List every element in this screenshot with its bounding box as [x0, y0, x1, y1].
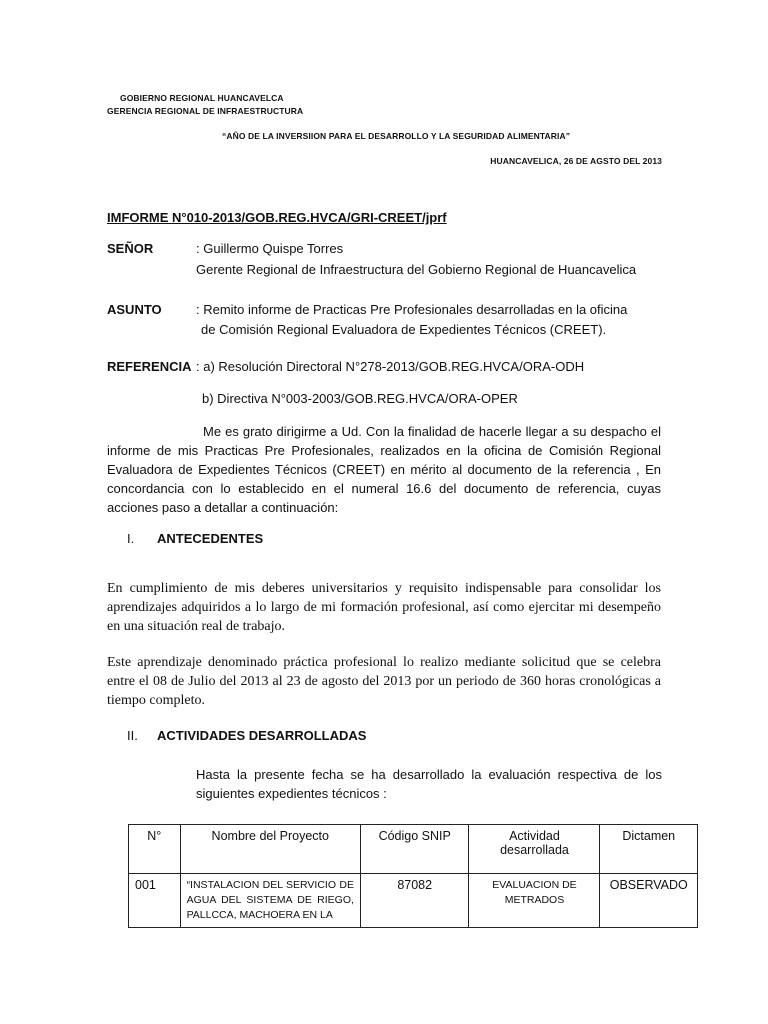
asunto-label: ASUNTO: [107, 302, 162, 317]
cell-dictamen: OBSERVADO: [600, 874, 698, 928]
senor-label: SEÑOR: [107, 241, 154, 256]
senor-name: : Guillermo Quispe Torres: [196, 241, 344, 256]
referencia-label: REFERENCIA: [107, 359, 192, 374]
section-1-number: I.: [127, 531, 135, 546]
asunto-line-2: de Comisión Regional Evaluadora de Expedientes Técnicos (CREET).: [201, 322, 607, 337]
intro-paragraph: Me es grato dirigirme a Ud. Con la finalidad de hacerle llegar a su despacho el informe de mis Practicas Pre Profesionales, realizados en la oficina de Comisión Regional Evaluadora de Expedientes Técnicos (CREET) en mérito al documento de la referencia , En concordancia con lo establecido en el numeral 16.6 del documento de referencia, cuyas acciones paso a detallar a continuación:: [107, 424, 661, 515]
header-number: N°: [129, 825, 181, 874]
antecedentes-paragraph-2: Este aprendizaje denominado práctica profesional lo realizo mediante solicitud que se celebra entre el 08 de Julio del 2013 al 23 de agosto del 2013 por un periodo de 360 horas cronológicas a tiempo completo.: [107, 655, 661, 708]
cell-number: 001: [129, 874, 181, 928]
header-activity: Actividad desarrollada: [469, 825, 600, 874]
cell-activity: EVALUACION DE METRADOS: [469, 874, 600, 928]
org-line-2: GERENCIA REGIONAL DE INFRAESTRUCTURA: [107, 106, 304, 116]
referencia-a: : a) Resolución Directoral N°278-2013/GOB.REG.HVCA/ORA-ODH: [196, 359, 585, 374]
cell-snip-code: 87082: [360, 874, 469, 928]
cell-project-name: “INSTALACION DEL SERVICIO DE AGUA DEL SISTEMA DE RIEGO, PALLCCA, MACHOERA EN LA: [180, 874, 360, 928]
asunto-line-1: : Remito informe de Practicas Pre Profesionales desarrolladas en la oficina: [196, 302, 628, 317]
referencia-b: b) Directiva N°003-2003/GOB.REG.HVCA/ORA-OPER: [202, 391, 518, 406]
antecedentes-paragraph-1: En cumplimiento de mis deberes universitarios y requisito indispensable para consolidar los aprendizajes adquiridos a lo largo de mi formación profesional, así como ejercitar mi desempeño en una situación real de trabajo.: [107, 581, 661, 634]
place-date: HUANCAVELICA, 26 DE AGSTO DEL 2013: [490, 156, 662, 166]
header-snip-code: Código SNIP: [360, 825, 469, 874]
section-2-number: II.: [127, 728, 138, 743]
org-line-1: GOBIERNO REGIONAL HUANCAVELCA: [120, 93, 284, 103]
header-project-name: Nombre del Proyecto: [180, 825, 360, 874]
table-row: [129, 874, 698, 928]
projects-table: [128, 824, 698, 928]
header-dictamen: Dictamen: [600, 825, 698, 874]
motto: “AÑO DE LA INVERSIION PARA EL DESARROLLO Y LA SEGURIDAD ALIMENTARIA”: [222, 131, 571, 141]
senor-position: Gerente Regional de Infraestructura del Gobierno Regional de Huancavelica: [196, 262, 637, 277]
report-title: IMFORME N°010-2013/GOB.REG.HVCA/GRI-CREET/jprf: [107, 210, 447, 225]
activities-intro: Hasta la presente fecha se ha desarrollado la evaluación respectiva de los siguientes expedientes técnicos :: [196, 767, 662, 801]
table-header-row: [129, 825, 698, 874]
section-1-title: ANTECEDENTES: [157, 531, 264, 546]
section-2-title: ACTIVIDADES DESARROLLADAS: [157, 728, 367, 743]
